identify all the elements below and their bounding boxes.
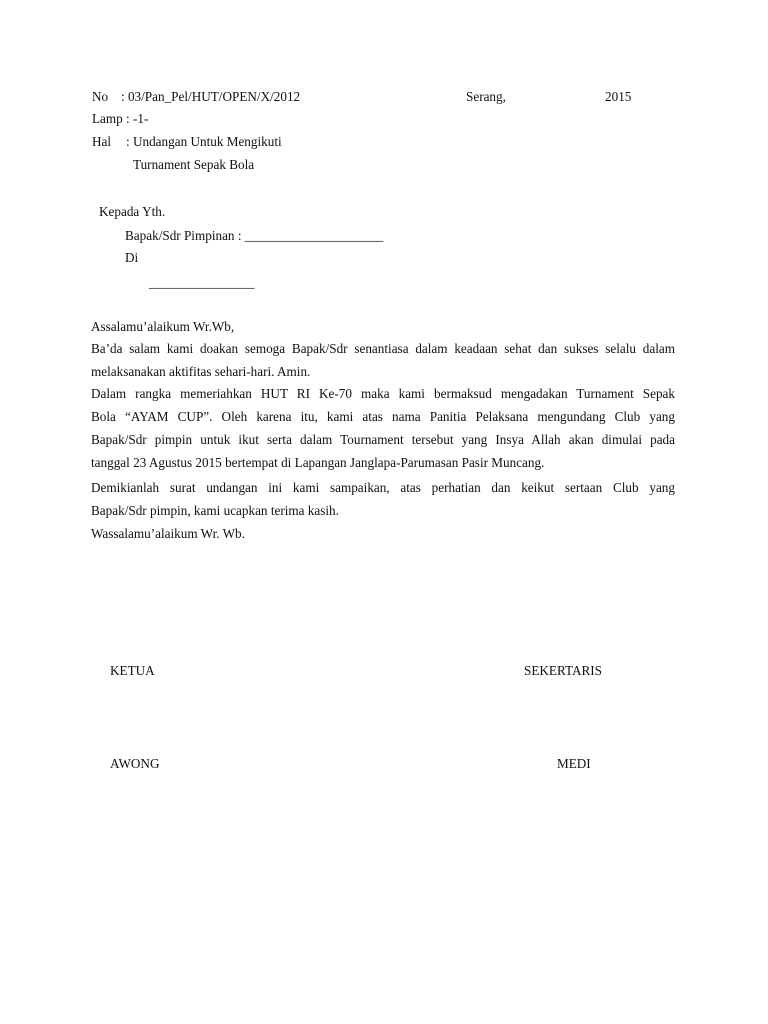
- year: 2015: [605, 89, 632, 104]
- paragraph-line: Bola “AYAM CUP”. Oleh karena itu, kami atas nama Panitia Pelaksana mengundang Club yang: [91, 409, 675, 424]
- hal-label: Hal: [92, 134, 112, 149]
- lamp-label: Lamp: [92, 111, 123, 126]
- recipient-pimpinan: Bapak/Sdr Pimpinan : _____________________: [125, 228, 384, 243]
- signature-name-ketua: AWONG: [110, 756, 160, 771]
- paragraph-line: Dalam rangka memeriahkan HUT RI Ke-70 maka kami bermaksud mengadakan Turnament Sepak: [91, 386, 675, 401]
- paragraph-line: melaksanakan aktifitas sehari-hari. Amin.: [91, 364, 311, 379]
- hal-value-2: Turnament Sepak Bola: [133, 157, 255, 172]
- signature-title-sekertaris: SEKERTARIS: [524, 663, 603, 678]
- city: Serang,: [466, 89, 506, 104]
- paragraph-line: Bapak/Sdr pimpin untuk ikut serta dalam Tournament tersebut yang Insya Allah akan dimulai pada: [91, 432, 675, 447]
- closing: Wassalamu’alaikum Wr. Wb.: [91, 526, 245, 541]
- paragraph-1: [91, 337, 675, 383]
- paragraph-line: tanggal 23 Agustus 2015 bertempat di Lapangan Janglapa-Parumasan Pasir Muncang.: [91, 455, 545, 470]
- paragraph-line: Ba’da salam kami doakan semoga Bapak/Sdr senantiasa dalam keadaan sehat dan sukses selalu dalam: [91, 341, 675, 356]
- recipient-di: Di: [125, 250, 139, 265]
- greeting: Assalamu’alaikum Wr.Wb,: [91, 319, 235, 334]
- recipient-address-blank: ________________: [149, 275, 255, 290]
- paragraph-2: [91, 382, 675, 474]
- hal-value-1: : Undangan Untuk Mengikuti: [126, 134, 282, 149]
- paragraph-line: Bapak/Sdr pimpin, kami ucapkan terima kasih.: [91, 503, 339, 518]
- paragraph-line: Demikianlah surat undangan ini kami sampaikan, atas perhatian dan keikut sertaan Club yang: [91, 480, 675, 495]
- lamp-value: : -1-: [126, 111, 149, 126]
- signature-title-ketua: KETUA: [110, 663, 155, 678]
- kepada-yth: Kepada Yth.: [99, 204, 166, 219]
- paragraph-3: [91, 476, 675, 522]
- no-label: No: [92, 89, 109, 104]
- no-value: : 03/Pan_Pel/HUT/OPEN/X/2012: [121, 89, 301, 104]
- signature-name-sekertaris: MEDI: [557, 756, 591, 771]
